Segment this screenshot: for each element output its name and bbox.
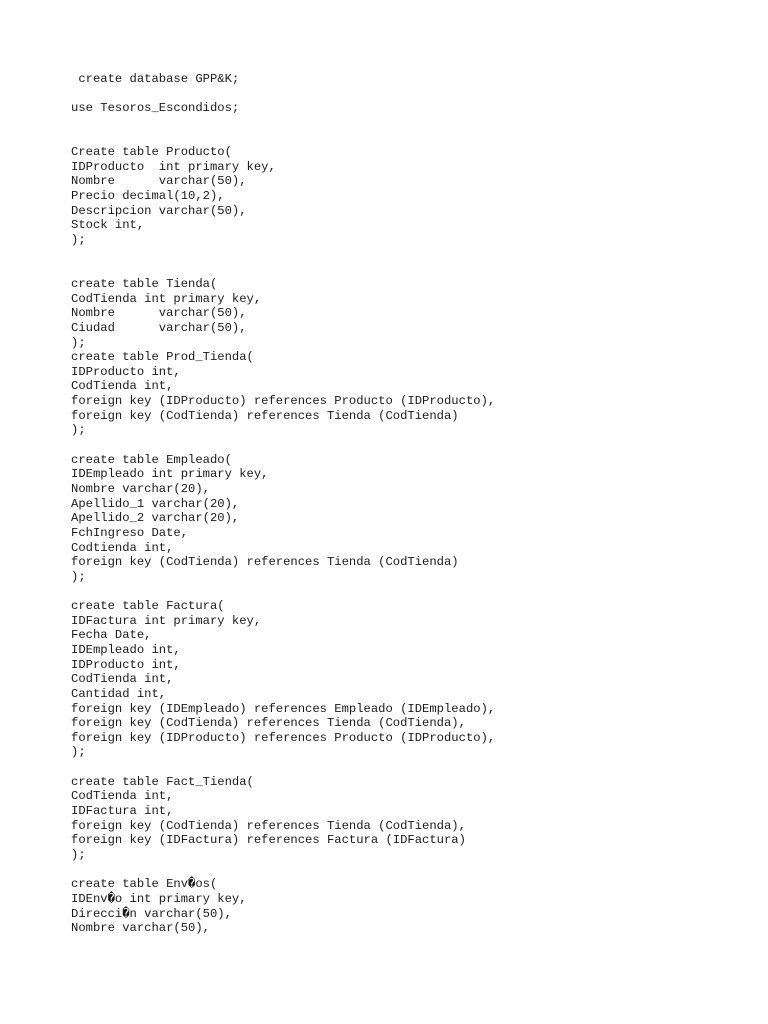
code-line: create table Factura(	[71, 599, 225, 614]
blank-line	[71, 87, 495, 102]
code-line: use Tesoros_Escondidos;	[71, 101, 240, 116]
code-line: Apellido_1 varchar(20),	[71, 496, 240, 511]
code-line: foreign key (IDProducto) references Producto (IDProducto),	[71, 730, 496, 745]
code-line: IDProducto int,	[71, 364, 181, 379]
code-line: foreign key (IDEmpleado) references Empleado (IDEmpleado),	[71, 701, 496, 716]
code-line: Create table Producto(	[71, 145, 232, 160]
blank-line	[71, 248, 495, 263]
code-line: foreign key (IDProducto) references Producto (IDProducto),	[71, 394, 496, 409]
blank-line	[71, 760, 495, 775]
blank-line	[71, 262, 495, 277]
code-line: IDEmpleado int,	[71, 642, 181, 657]
code-line: Codtienda int,	[71, 540, 174, 555]
code-line: Stock int,	[71, 218, 145, 233]
code-line: );	[71, 423, 86, 438]
code-line: Nombre varchar(50),	[71, 921, 210, 936]
blank-line	[71, 438, 495, 453]
code-line: Apellido_2 varchar(20),	[71, 511, 240, 526]
code-line: create table Empleado(	[71, 452, 232, 467]
code-line: foreign key (IDFactura) references Factura (IDFactura)	[71, 833, 466, 848]
code-line: IDEnv�o int primary key,	[71, 891, 247, 906]
sql-code-block	[71, 72, 495, 936]
code-line: create database GPP&K;	[71, 72, 240, 86]
code-line: create table Env�os(	[71, 877, 218, 892]
blank-line	[71, 116, 495, 131]
code-line: );	[71, 745, 86, 760]
code-line: IDEmpleado int primary key,	[71, 467, 269, 482]
code-line: );	[71, 847, 86, 862]
code-line: );	[71, 569, 86, 584]
code-line: IDFactura int,	[71, 804, 174, 819]
code-line: foreign key (CodTienda) references Tienda (CodTienda),	[71, 716, 466, 731]
code-line: foreign key (CodTienda) references Tienda (CodTienda)	[71, 555, 459, 570]
code-line: Nombre varchar(50),	[71, 306, 247, 321]
code-line: Descripcion varchar(50),	[71, 203, 247, 218]
code-line: FchIngreso Date,	[71, 525, 189, 540]
code-line: CodTienda int,	[71, 672, 174, 687]
code-line: CodTienda int primary key,	[71, 291, 262, 306]
code-line: CodTienda int,	[71, 379, 174, 394]
code-line: Nombre varchar(20),	[71, 481, 210, 496]
blank-line	[71, 584, 495, 599]
code-line: create table Tienda(	[71, 276, 218, 291]
blank-line	[71, 863, 495, 878]
code-line: Fecha Date,	[71, 628, 152, 643]
code-line: Cantidad int,	[71, 686, 167, 701]
code-line: CodTienda int,	[71, 789, 174, 804]
code-line: IDFactura int primary key,	[71, 613, 262, 628]
code-line: create table Prod_Tienda(	[71, 350, 254, 365]
code-line: );	[71, 233, 86, 248]
code-line: Nombre varchar(50),	[71, 174, 247, 189]
code-line: foreign key (CodTienda) references Tienda (CodTienda),	[71, 818, 466, 833]
code-line: Ciudad varchar(50),	[71, 320, 247, 335]
blank-line	[71, 131, 495, 146]
code-line: IDProducto int primary key,	[71, 159, 276, 174]
code-line: Precio decimal(10,2),	[71, 189, 225, 204]
code-line: Direcci�n varchar(50),	[71, 906, 232, 921]
code-line: foreign key (CodTienda) references Tienda (CodTienda)	[71, 408, 459, 423]
code-line: );	[71, 335, 86, 350]
code-line: IDProducto int,	[71, 657, 181, 672]
code-line: create table Fact_Tienda(	[71, 774, 254, 789]
